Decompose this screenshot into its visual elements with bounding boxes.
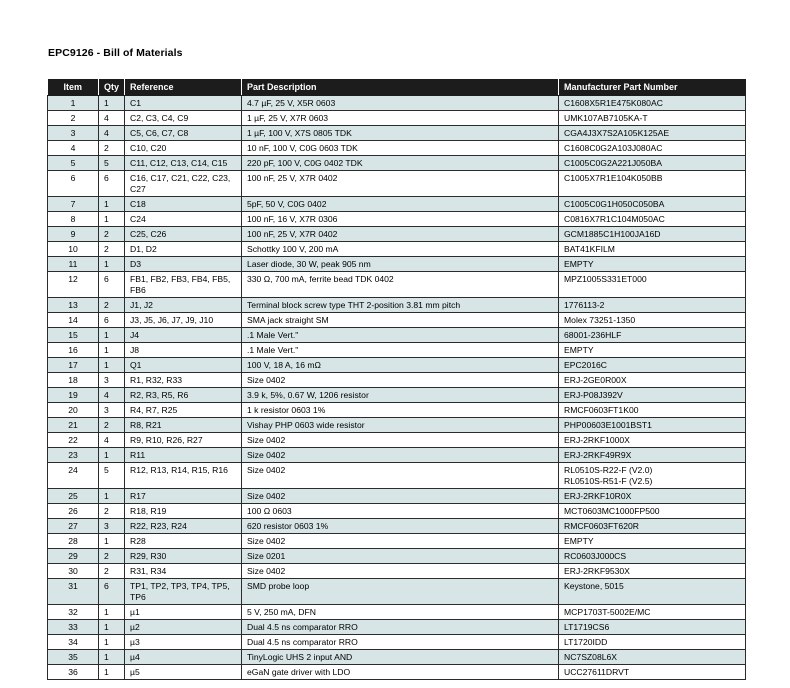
table-row (48, 534, 746, 549)
cell-qty: 2 (99, 227, 125, 242)
cell-item: 17 (48, 358, 99, 373)
cell-item: 35 (48, 650, 99, 665)
cell-item: 27 (48, 519, 99, 534)
table-row (48, 489, 746, 504)
table-row (48, 126, 746, 141)
cell-item: 1 (48, 96, 99, 111)
column-header-manufacturer-part-number: Manufacturer Part Number (559, 79, 746, 96)
table-row (48, 650, 746, 665)
cell-part-description: Size 0201 (242, 549, 559, 564)
cell-manufacturer-part-number: C0816X7R1C104M050AC (559, 212, 746, 227)
cell-part-description: .1 Male Vert." (242, 328, 559, 343)
cell-item: 31 (48, 579, 99, 605)
cell-manufacturer-part-number: Keystone, 5015 (559, 579, 746, 605)
cell-reference: C11, C12, C13, C14, C15 (125, 156, 242, 171)
cell-item: 2 (48, 111, 99, 126)
cell-part-description: Size 0402 (242, 564, 559, 579)
cell-part-description: 220 pF, 100 V, C0G 0402 TDK (242, 156, 559, 171)
cell-item: 33 (48, 620, 99, 635)
table-row (48, 433, 746, 448)
cell-item: 22 (48, 433, 99, 448)
cell-reference: D3 (125, 257, 242, 272)
cell-item: 8 (48, 212, 99, 227)
cell-manufacturer-part-number: MCT0603MC1000FP500 (559, 504, 746, 519)
cell-reference: R29, R30 (125, 549, 242, 564)
cell-part-description: 100 nF, 16 V, X7R 0306 (242, 212, 559, 227)
table-row (48, 141, 746, 156)
table-row (48, 388, 746, 403)
cell-qty: 2 (99, 504, 125, 519)
cell-manufacturer-part-number: BAT41KFILM (559, 242, 746, 257)
cell-part-description: 1 k resistor 0603 1% (242, 403, 559, 418)
bill-of-materials-table (47, 79, 746, 680)
cell-qty: 1 (99, 605, 125, 620)
column-header-item: Item (48, 79, 99, 96)
table-row (48, 564, 746, 579)
cell-qty: 1 (99, 197, 125, 212)
cell-part-description: 100 nF, 25 V, X7R 0402 (242, 227, 559, 242)
table-row (48, 635, 746, 650)
cell-manufacturer-part-number: RC0603J000CS (559, 549, 746, 564)
table-row (48, 257, 746, 272)
cell-item: 23 (48, 448, 99, 463)
cell-item: 10 (48, 242, 99, 257)
cell-reference: R1, R32, R33 (125, 373, 242, 388)
cell-manufacturer-part-number: Molex 73251-1350 (559, 313, 746, 328)
cell-qty: 6 (99, 313, 125, 328)
cell-manufacturer-part-number: LT1720IDD (559, 635, 746, 650)
cell-reference: FB1, FB2, FB3, FB4, FB5, FB6 (125, 272, 242, 298)
cell-item: 25 (48, 489, 99, 504)
cell-qty: 1 (99, 620, 125, 635)
cell-part-description: Dual 4.5 ns comparator RRO (242, 635, 559, 650)
cell-item: 3 (48, 126, 99, 141)
cell-qty: 1 (99, 96, 125, 111)
table-row (48, 504, 746, 519)
table-row (48, 111, 746, 126)
cell-manufacturer-part-number: EMPTY (559, 343, 746, 358)
bill-of-materials-container (47, 79, 745, 680)
cell-part-description: Size 0402 (242, 373, 559, 388)
cell-reference: J8 (125, 343, 242, 358)
table-row (48, 298, 746, 313)
cell-manufacturer-part-number: EMPTY (559, 534, 746, 549)
table-row (48, 328, 746, 343)
cell-qty: 4 (99, 433, 125, 448)
cell-reference: C5, C6, C7, C8 (125, 126, 242, 141)
cell-reference: C24 (125, 212, 242, 227)
cell-item: 36 (48, 665, 99, 680)
cell-part-description: 4.7 µF, 25 V, X5R 0603 (242, 96, 559, 111)
cell-item: 11 (48, 257, 99, 272)
cell-part-description: 5 V, 250 mA, DFN (242, 605, 559, 620)
cell-item: 21 (48, 418, 99, 433)
cell-manufacturer-part-number: MPZ1005S331ET000 (559, 272, 746, 298)
cell-reference: Q1 (125, 358, 242, 373)
cell-qty: 2 (99, 141, 125, 156)
cell-reference: µ5 (125, 665, 242, 680)
cell-manufacturer-part-number: LT1719CS6 (559, 620, 746, 635)
cell-part-description: Size 0402 (242, 489, 559, 504)
cell-reference: R11 (125, 448, 242, 463)
cell-part-description: TinyLogic UHS 2 input AND (242, 650, 559, 665)
cell-part-description: 5pF, 50 V, C0G 0402 (242, 197, 559, 212)
table-row (48, 313, 746, 328)
cell-text-line: RL0510S-R51-F (V2.5) (564, 475, 653, 486)
column-header-reference: Reference (125, 79, 242, 96)
cell-reference: R31, R34 (125, 564, 242, 579)
cell-reference: J1, J2 (125, 298, 242, 313)
table-row (48, 418, 746, 433)
cell-qty: 5 (99, 156, 125, 171)
cell-item: 7 (48, 197, 99, 212)
cell-item: 5 (48, 156, 99, 171)
cell-item: 13 (48, 298, 99, 313)
table-header-row (48, 79, 746, 96)
cell-manufacturer-part-number: C1005X7R1E104K050BB (559, 171, 746, 197)
cell-reference: C10, C20 (125, 141, 242, 156)
cell-part-description: Vishay PHP 0603 wide resistor (242, 418, 559, 433)
table-row (48, 579, 746, 605)
cell-qty: 1 (99, 212, 125, 227)
cell-part-description: 1 µF, 25 V, X7R 0603 (242, 111, 559, 126)
cell-manufacturer-part-number: EPC2016C (559, 358, 746, 373)
cell-reference: C25, C26 (125, 227, 242, 242)
cell-reference: R17 (125, 489, 242, 504)
cell-manufacturer-part-number: UMK107AB7105KA-T (559, 111, 746, 126)
cell-part-description: SMA jack straight SM (242, 313, 559, 328)
cell-manufacturer-part-number: PHP00603E1001BST1 (559, 418, 746, 433)
cell-item: 20 (48, 403, 99, 418)
cell-item: 9 (48, 227, 99, 242)
cell-part-description: 330 Ω, 700 mA, ferrite bead TDK 0402 (242, 272, 559, 298)
cell-qty: 3 (99, 403, 125, 418)
cell-manufacturer-part-number: RMCF0603FT620R (559, 519, 746, 534)
cell-part-description: Dual 4.5 ns comparator RRO (242, 620, 559, 635)
table-row (48, 448, 746, 463)
cell-item: 18 (48, 373, 99, 388)
cell-qty: 1 (99, 448, 125, 463)
table-row (48, 197, 746, 212)
cell-qty: 1 (99, 489, 125, 504)
cell-reference: R28 (125, 534, 242, 549)
cell-qty: 1 (99, 358, 125, 373)
cell-manufacturer-part-number: C1608C0G2A103J080AC (559, 141, 746, 156)
cell-part-description: Laser diode, 30 W, peak 905 nm (242, 257, 559, 272)
cell-item: 6 (48, 171, 99, 197)
cell-qty: 1 (99, 650, 125, 665)
cell-manufacturer-part-number: C1005C0G2A221J050BA (559, 156, 746, 171)
cell-item: 30 (48, 564, 99, 579)
cell-manufacturer-part-number: 68001-236HLF (559, 328, 746, 343)
cell-part-description: Size 0402 (242, 534, 559, 549)
cell-part-description: eGaN gate driver with LDO (242, 665, 559, 680)
cell-qty: 4 (99, 126, 125, 141)
cell-qty: 6 (99, 579, 125, 605)
cell-item: 14 (48, 313, 99, 328)
cell-qty: 4 (99, 388, 125, 403)
cell-qty: 5 (99, 463, 125, 489)
cell-reference: TP1, TP2, TP3, TP4, TP5, TP6 (125, 579, 242, 605)
cell-manufacturer-part-number: C1005C0G1H050C050BA (559, 197, 746, 212)
cell-manufacturer-part-number: GCM1885C1H100JA16D (559, 227, 746, 242)
table-row (48, 549, 746, 564)
table-row (48, 403, 746, 418)
cell-qty: 4 (99, 111, 125, 126)
cell-reference: R22, R23, R24 (125, 519, 242, 534)
cell-reference: C1 (125, 96, 242, 111)
cell-part-description: 3.9 k, 5%, 0.67 W, 1206 resistor (242, 388, 559, 403)
cell-manufacturer-part-number: ERJ-2RKF1000X (559, 433, 746, 448)
cell-qty: 3 (99, 373, 125, 388)
table-row (48, 96, 746, 111)
table-row (48, 242, 746, 257)
cell-qty: 1 (99, 257, 125, 272)
table-row (48, 358, 746, 373)
cell-qty: 1 (99, 534, 125, 549)
cell-item: 16 (48, 343, 99, 358)
cell-manufacturer-part-number: MCP1703T-5002E/MC (559, 605, 746, 620)
cell-manufacturer-part-number: RMCF0603FT1K00 (559, 403, 746, 418)
cell-item: 34 (48, 635, 99, 650)
cell-manufacturer-part-number: C1608X5R1E475K080AC (559, 96, 746, 111)
cell-reference: C2, C3, C4, C9 (125, 111, 242, 126)
table-row (48, 620, 746, 635)
table-row (48, 605, 746, 620)
table-row (48, 665, 746, 680)
cell-reference: R18, R19 (125, 504, 242, 519)
cell-qty: 2 (99, 549, 125, 564)
cell-reference: µ4 (125, 650, 242, 665)
cell-part-description: 100 Ω 0603 (242, 504, 559, 519)
cell-reference: R2, R3, R5, R6 (125, 388, 242, 403)
table-row (48, 171, 746, 197)
cell-manufacturer-part-number: NC7SZ08L6X (559, 650, 746, 665)
cell-qty: 2 (99, 418, 125, 433)
cell-manufacturer-part-number: ERJ-2RKF9530X (559, 564, 746, 579)
cell-reference: µ3 (125, 635, 242, 650)
cell-part-description: Size 0402 (242, 448, 559, 463)
cell-qty: 1 (99, 328, 125, 343)
cell-qty: 2 (99, 242, 125, 257)
cell-part-description: Terminal block screw type THT 2-position 3.81 mm pitch (242, 298, 559, 313)
cell-item: 15 (48, 328, 99, 343)
table-body (48, 96, 746, 680)
column-header-qty: Qty (99, 79, 125, 96)
cell-item: 4 (48, 141, 99, 156)
cell-item: 12 (48, 272, 99, 298)
cell-manufacturer-part-number: ERJ-P08J392V (559, 388, 746, 403)
cell-reference: R9, R10, R26, R27 (125, 433, 242, 448)
cell-manufacturer-part-number: CGA4J3X7S2A105K125AE (559, 126, 746, 141)
cell-manufacturer-part-number: ERJ-2RKF10R0X (559, 489, 746, 504)
cell-item: 24 (48, 463, 99, 489)
table-row (48, 212, 746, 227)
cell-qty: 2 (99, 564, 125, 579)
cell-reference: R8, R21 (125, 418, 242, 433)
table-row (48, 227, 746, 242)
cell-part-description: .1 Male Vert." (242, 343, 559, 358)
cell-item: 19 (48, 388, 99, 403)
cell-reference: R12, R13, R14, R15, R16 (125, 463, 242, 489)
cell-manufacturer-part-number: UCC27611DRVT (559, 665, 746, 680)
cell-reference: C16, C17, C21, C22, C23, C27 (125, 171, 242, 197)
cell-part-description: Size 0402 (242, 433, 559, 448)
cell-manufacturer-part-number: ERJ-2RKF49R9X (559, 448, 746, 463)
cell-qty: 1 (99, 665, 125, 680)
cell-reference: D1, D2 (125, 242, 242, 257)
cell-manufacturer-part-number (559, 463, 746, 489)
cell-part-description: Schottky 100 V, 200 mA (242, 242, 559, 257)
cell-item: 29 (48, 549, 99, 564)
cell-manufacturer-part-number: 1776113-2 (559, 298, 746, 313)
cell-qty: 3 (99, 519, 125, 534)
table-row (48, 463, 746, 489)
table-row (48, 343, 746, 358)
cell-item: 32 (48, 605, 99, 620)
cell-part-description: 100 V, 18 A, 16 mΩ (242, 358, 559, 373)
cell-qty: 6 (99, 272, 125, 298)
cell-reference: J4 (125, 328, 242, 343)
table-row (48, 373, 746, 388)
column-header-part-description: Part Description (242, 79, 559, 96)
table-row (48, 519, 746, 534)
cell-item: 26 (48, 504, 99, 519)
cell-manufacturer-part-number: EMPTY (559, 257, 746, 272)
cell-qty: 2 (99, 298, 125, 313)
cell-reference: µ1 (125, 605, 242, 620)
cell-reference: R4, R7, R25 (125, 403, 242, 418)
page-title: EPC9126 - Bill of Materials (48, 47, 183, 59)
table-header (48, 79, 746, 96)
cell-qty: 6 (99, 171, 125, 197)
cell-reference: J3, J5, J6, J7, J9, J10 (125, 313, 242, 328)
cell-manufacturer-part-number: ERJ-2GE0R00X (559, 373, 746, 388)
cell-part-description: 10 nF, 100 V, C0G 0603 TDK (242, 141, 559, 156)
cell-part-description: 620 resistor 0603 1% (242, 519, 559, 534)
cell-part-description: SMD probe loop (242, 579, 559, 605)
table-row (48, 156, 746, 171)
cell-text-line: RL0510S-R22-F (V2.0) (564, 464, 653, 475)
table-row (48, 272, 746, 298)
cell-part-description: Size 0402 (242, 463, 559, 489)
cell-item: 28 (48, 534, 99, 549)
cell-part-description: 100 nF, 25 V, X7R 0402 (242, 171, 559, 197)
cell-reference: µ2 (125, 620, 242, 635)
cell-qty: 1 (99, 635, 125, 650)
cell-qty: 1 (99, 343, 125, 358)
cell-reference: C18 (125, 197, 242, 212)
cell-part-description: 1 µF, 100 V, X7S 0805 TDK (242, 126, 559, 141)
